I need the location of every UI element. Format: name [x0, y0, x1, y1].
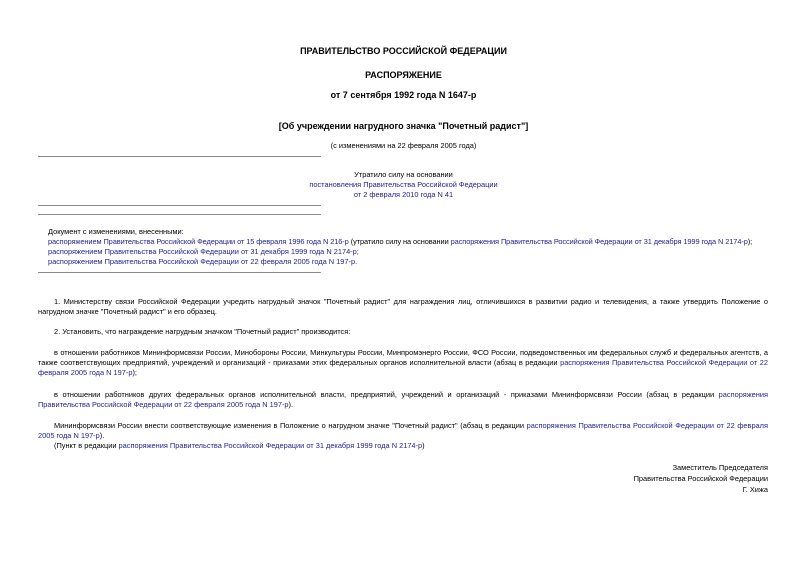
- invalidated-link-block: [0, 180, 807, 190]
- invalidated-link-block-2: [0, 190, 807, 200]
- paragraph-4: в отношении работников других федеральных органов исполнительной власти, предприятий, учреждений и организаций - приказами Мининформсвязи России (абзац в редакции распоряжения Правительства Российской Федерации от 22 февраля 2005 года N 197-р).: [38, 390, 768, 409]
- paragraph-1: 1. Министерству связи Российской Федерации учредить нагрудный значок "Почетный радист" для награждения лиц, отличившихся в развитии радио и телевидения, а также утвердить Положение о нагрудном значке "Почетный радист" и его образец.: [38, 297, 768, 316]
- divider: [38, 214, 321, 215]
- paragraph-4-amendment-link[interactable]: распоряжения Правительства Российской Федерации от 22 февраля 2005 года N 197-р: [38, 390, 768, 409]
- amendment-item: [48, 247, 359, 257]
- paragraph-2: 2. Установить, что награждение нагрудным значком "Почетный радист" производится:: [54, 327, 351, 336]
- paragraph-5: Мининформсвязи России внести соответствующие изменения в Положение о нагрудном значке "Почетный радист" (абзац в редакции распоряжения Правительства Российской Федерации от 22 февраля 2005 года N 197-р).: [38, 421, 768, 440]
- paragraph-6-amendment-link[interactable]: распоряжения Правительства Российской Федерации от 31 декабря 1999 года N 2174-р: [118, 441, 423, 450]
- divider: [38, 205, 321, 206]
- changes-note: (с изменениями на 22 февраля 2005 года): [330, 141, 477, 150]
- signature-organization: Правительства Российской Федерации: [633, 474, 768, 483]
- government-name: ПРАВИТЕЛЬСТВО РОССИЙСКОЙ ФЕДЕРАЦИИ: [300, 46, 507, 56]
- signature-name: Г. Хижа: [742, 485, 768, 494]
- invalidation-decree-link[interactable]: постановления Правительства Российской Федерации: [309, 180, 498, 189]
- paragraph-5-amendment-link[interactable]: распоряжения Правительства Российской Федерации от 22 февраля 2005 года N 197-р: [38, 421, 768, 440]
- document-title: [Об учреждении нагрудного значка "Почетный радист"]: [278, 121, 529, 131]
- amendment-link-2005[interactable]: распоряжением Правительства Российской Федерации от 22 февраля 2005 года N 197-р.: [48, 257, 358, 266]
- divider: [38, 272, 321, 273]
- amendment-item: [48, 257, 357, 267]
- amendment-link-1999[interactable]: распоряжением Правительства Российской Федерации от 31 декабря 1999 года N 2174-р;: [48, 247, 359, 256]
- document-type: РАСПОРЯЖЕНИЕ: [365, 70, 442, 80]
- amendment-link-1999-repeal[interactable]: распоряжения Правительства Российской Федерации от 31 декабря 1999 года N 2174-р: [450, 237, 748, 246]
- divider: [38, 156, 321, 157]
- invalidated-line: Утратило силу на основании: [354, 170, 453, 179]
- invalidation-decree-date-link[interactable]: от 2 февраля 2010 года N 41: [353, 190, 454, 199]
- amendment-link-1996[interactable]: распоряжением Правительства Российской Федерации от 15 февраля 1996 года N 216-р: [48, 237, 349, 246]
- paragraph-3-amendment-link[interactable]: распоряжения Правительства Российской Федерации от 22 февраля 2005 года N 197-р: [38, 358, 768, 377]
- amendment-item: распоряжением Правительства Российской Федерации от 15 февраля 1996 года N 216-р (утратило силу на основании распоряжения Правительства Российской Федерации от 31 декабря 1999 года N 2174-р);: [48, 237, 753, 246]
- signature-block: [634, 462, 768, 495]
- document-date-number: от 7 сентября 1992 года N 1647-р: [330, 90, 477, 100]
- paragraph-3: в отношении работников Мининформсвязи России, Минобороны России, Минкультуры России, Минпромэнерго России, ФСО России, подведомственных им федеральных служб и федеральных агентств, а также соответствующих предприятий, учреждений и организаций - приказами этих федеральных органов исполнительной власти (абзац в редакции распоряжения Правительства Российской Федерации от 22 февраля 2005 года N 197-р);: [38, 348, 768, 377]
- signature-position: Заместитель Председателя: [672, 463, 768, 472]
- paragraph-6: (Пункт в редакции распоряжения Правительства Российской Федерации от 31 декабря 1999 года N 2174-р): [54, 441, 425, 450]
- amendments-intro: Документ с изменениями, внесенными:: [48, 227, 184, 236]
